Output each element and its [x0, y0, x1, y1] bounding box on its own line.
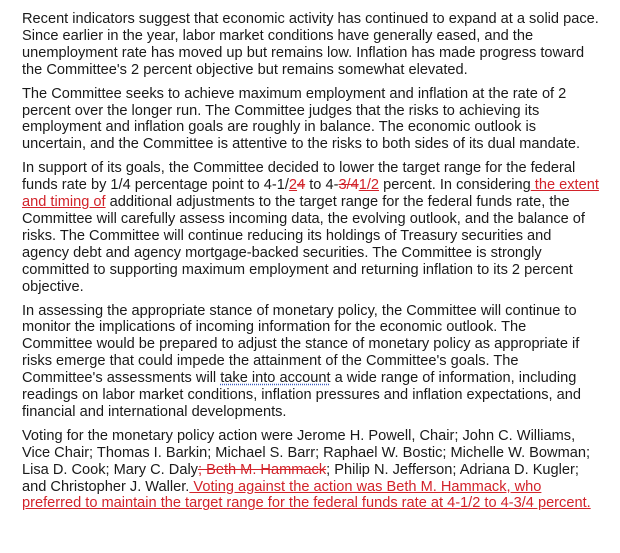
- deleted-text: 4: [297, 177, 306, 194]
- paragraph-committee-goals: [22, 86, 600, 154]
- text-run: a wide range of information, including readings on labor market conditions, inflation pressures and inflation expectations, and financial and international developments.: [22, 370, 581, 420]
- text-run: The Committee seeks to achieve maximum employment and inflation at the rate of 2 percent over the longer run. The Committee judges that the risks to achieving its employment and inflation goals are roughly in balance. The economic outlook is uncertain, and the Committee is attentive to the risks to both sides of its dual mandate.: [22, 85, 581, 153]
- text-run: Recent indicators suggest that economic activity has continued to expand at a solid pace. Since earlier in the year, labor market conditions have generally eased, and the unemployment rate has moved up but remains low. Inflation has made progress toward the Committee's 2 percent objective but remains somewhat elevated.: [22, 11, 599, 78]
- inserted-text: Voting against the action was Beth M. Hammack, who preferred to maintain the target range for the federal funds rate at 4-1/2 to 4-3/4 percent.: [22, 478, 591, 512]
- deleted-text: ; Beth M. Hammack: [197, 461, 327, 478]
- text-run: In assessing the appropriate stance of monetary policy, the Committee will continue to monitor the implications of incoming information for the economic outlook. The Committee would be prepared to adjust the stance of monetary policy as appropriate if risks emerge that could impede the attainment of the Committee's goals. The Committee's assessments will: [22, 302, 580, 387]
- text-run: to 4-: [305, 177, 339, 194]
- inserted-text: 2: [288, 177, 298, 194]
- text-run: In support of its goals, the Committee decided to lower the target range for the federal funds rate by 1/4 percentage point to 4-1/: [22, 160, 576, 194]
- paragraph-voting-record: [22, 428, 600, 513]
- text-run: percent. In considering: [379, 177, 531, 194]
- paragraph-economic-activity: [22, 11, 600, 79]
- text-run: ; Philip N. Jefferson; Adriana D. Kugler; and Christopher J. Waller.: [22, 461, 579, 495]
- inserted-text: the extent and timing of: [22, 177, 599, 211]
- proofing-flagged-text: take into account: [220, 370, 331, 387]
- inserted-text: 1/2: [358, 177, 380, 194]
- paragraph-policy-stance: [22, 303, 600, 421]
- paragraph-rate-decision: [22, 160, 600, 295]
- text-run: Voting for the monetary policy action were Jerome H. Powell, Chair; John C. Williams, Vice Chair; Thomas I. Barkin; Michael S. Barr; Raphael W. Bostic; Michelle W. Bowman; Lisa D. Cook; Mary C. Daly: [22, 427, 591, 478]
- text-run: additional adjustments to the target range for the federal funds rate, the Committee will carefully assess incoming data, the evolving outlook, and the balance of risks. The Committee will continue reducing its holdings of Treasury securities and agency debt and agency mortgage-backed securities. The Committee is strongly committed to supporting maximum employment and returning inflation to its 2 percent objective.: [22, 194, 585, 295]
- deleted-text: 3/4: [338, 177, 359, 194]
- document-body: [22, 11, 600, 519]
